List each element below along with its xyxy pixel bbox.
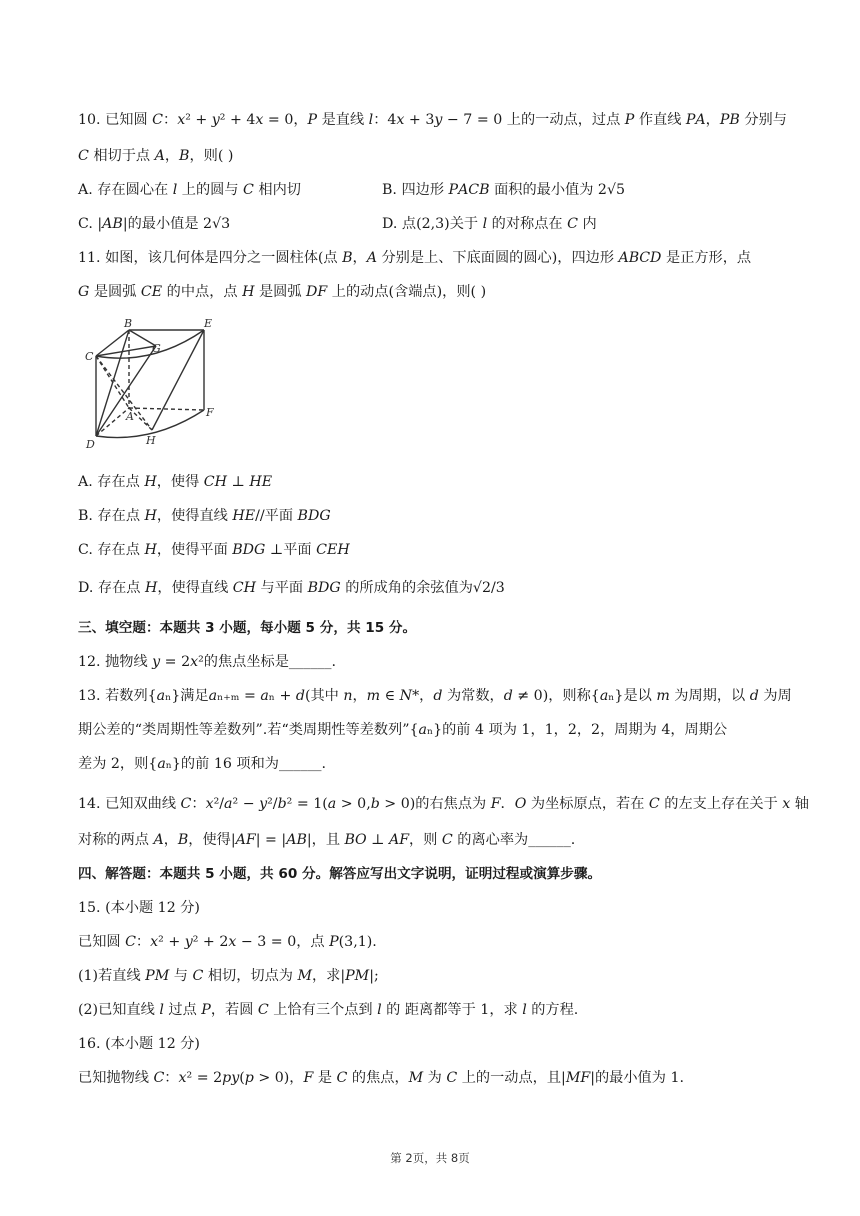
q10-option-c: C. |𝐴𝐵|的最小值是 2√3 [78,216,231,232]
q15-heading: 15. (本小题 12 分) [78,900,200,916]
q15-part2: (2)已知直线 𝑙 过点 𝑃，若圆 𝐶 上恰有三个点到 𝑙 的 距离都等于 1，求 𝑙 的方程. [78,1002,579,1018]
figure-label: D [86,438,95,451]
figure-label: E [204,317,213,330]
q13-stem-line1: 13. 若数列{𝑎ₙ}满足𝑎ₙ₊ₘ = 𝑎ₙ + 𝑑(其中 𝑛，𝑚 ∈ 𝑁*，𝑑 为常数，𝑑 ≠ 0)，则称{𝑎ₙ}是以 𝑚 为周期，以 𝑑 为周 [78,688,792,704]
section-four-heading: 四、解答题：本题共 5 小题，共 60 分。解答应写出文字说明，证明过程或演算步骤。 [78,866,602,882]
q10-option-b: B. 四边形 𝑃𝐴𝐶𝐵 面积的最小值为 2√5 [382,182,626,198]
q12-stem: 12. 抛物线 𝑦 = 2𝑥²的焦点坐标是______. [78,654,336,670]
figure-label: H [146,434,156,447]
figure-label: C [85,350,94,363]
q11-option-b: B. 存在点 𝐻，使得直线 𝐻𝐸//平面 𝐵𝐷𝐺 [78,508,331,524]
q13-stem-line3: 差为 2，则{𝑎ₙ}的前 16 项和为______. [78,756,327,772]
figure-label: G [152,342,161,355]
q11-option-d: D. 存在点 𝐻，使得直线 𝐶𝐻 与平面 𝐵𝐷𝐺 的所成角的余弦值为√2/3 [78,580,505,596]
q16-stem: 已知抛物线 𝐶：𝑥² = 2𝑝𝑦(𝑝 > 0)，𝐹 是 𝐶 的焦点，𝑀 为 𝐶 上的一动点，且|𝑀𝐹|的最小值为 1. [78,1070,684,1086]
q13-stem-line2: 期公差的“类周期性等差数列”.若“类周期性等差数列”{𝑎ₙ}的前 4 项为 1，1，2，2，周期为 4，周期公 [78,722,728,738]
q11-stem-line2: 𝐺 是圆弧 𝐶𝐸 的中点，点 𝐻 是圆弧 𝐷𝐹 上的动点(含端点)，则( ) [78,284,487,300]
q14-stem-line1: 14. 已知双曲线 𝐶：𝑥²/𝑎² − 𝑦²/𝑏² = 1(𝑎 > 0,𝑏 > 0)的右焦点为 𝐹．𝑂 为坐标原点，若在 𝐶 的左支上存在关于 𝑥 轴 [78,796,809,812]
q15-part1: (1)若直线 𝑃𝑀 与 𝐶 相切，切点为 𝑀，求|𝑃𝑀|; [78,968,379,984]
q10-stem-line1: 10. 已知圆 𝐶：𝑥² + 𝑦² + 4𝑥 = 0，𝑃 是直线 𝑙：4𝑥 + 3𝑦 − 7 = 0 上的一动点，过点 𝑃 作直线 𝑃𝐴，𝑃𝐵 分别与 [78,112,787,128]
q10-option-a: A. 存在圆心在 𝑙 上的圆与 𝐶 相内切 [78,182,301,198]
q10-option-d: D. 点(2,3)关于 𝑙 的对称点在 𝐶 内 [382,216,597,232]
q11-option-c: C. 存在点 𝐻，使得平面 𝐵𝐷𝐺 ⊥平面 𝐶𝐸𝐻 [78,542,350,558]
section-three-heading: 三、填空题：本题共 3 小题，每小题 5 分，共 15 分。 [78,620,417,636]
q14-stem-line2: 对称的两点 𝐴，𝐵，使得|𝐴𝐹| = |𝐴𝐵|，且 𝐵𝑂 ⊥ 𝐴𝐹，则 𝐶 的离心率为______. [78,832,576,848]
figure-label: F [206,406,214,419]
figure-label: A [126,410,134,423]
page-footer: 第 2页，共 8页 [390,1151,470,1165]
q10-stem-line2: 𝐶 相切于点 𝐴，𝐵，则( ) [78,148,234,164]
q16-heading: 16. (本小题 12 分) [78,1036,200,1052]
quarter-cylinder-figure [82,316,222,452]
figure-label: B [124,317,133,330]
q11-option-a: A. 存在点 𝐻，使得 𝐶𝐻 ⊥ 𝐻𝐸 [78,474,273,490]
q11-stem-line1: 11. 如图，该几何体是四分之一圆柱体(点 𝐵，𝐴 分别是上、下底面圆的圆心)，四边形 𝐴𝐵𝐶𝐷 是正方形，点 [78,250,752,266]
q15-stem: 已知圆 𝐶：𝑥² + 𝑦² + 2𝑥 − 3 = 0，点 𝑃(3,1). [78,934,377,950]
